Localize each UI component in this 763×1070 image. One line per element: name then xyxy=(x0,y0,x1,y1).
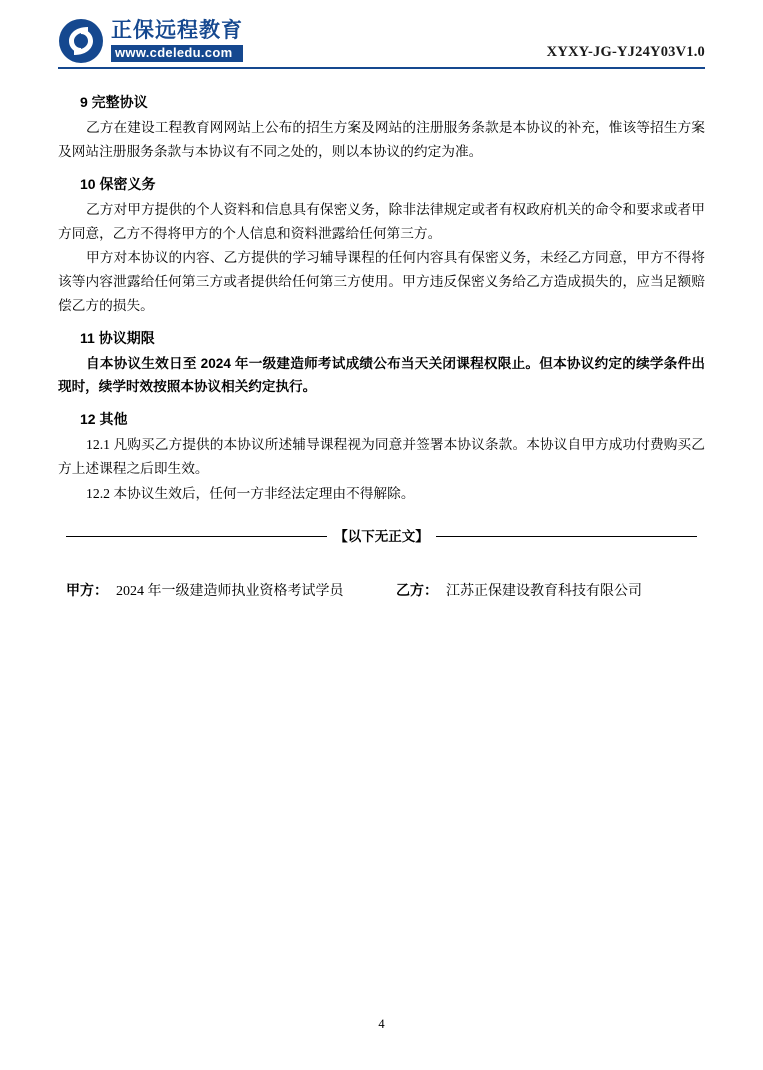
no-text-below-divider xyxy=(58,525,705,548)
divider-line-right xyxy=(436,536,697,537)
section-10-paragraph-2: 甲方对本协议的内容、乙方提供的学习辅导课程的任何内容具有保密义务，未经乙方同意，甲方不得将该等内容泄露给任何第三方或者提供给任何第三方使用。甲方违反保密义务给乙方造成损失的，应当足额赔偿乙方的损失。 xyxy=(58,250,705,313)
signature-party-b xyxy=(396,578,642,604)
brand-url: www.cdeledu.com xyxy=(111,45,243,62)
party-b-value: 江苏正保建设教育科技有限公司 xyxy=(446,584,642,600)
section-heading-12: 12 其他 xyxy=(80,411,128,428)
document-body xyxy=(58,69,705,604)
divider-label: 【以下无正文】 xyxy=(334,529,429,545)
section-heading-9: 9 完整协议 xyxy=(80,94,148,110)
swirl-logo-icon xyxy=(58,18,104,64)
brand-logo xyxy=(58,18,243,64)
section-12-paragraph-2: 12.2 本协议生效后，任何一方非经法定理由不得解除。 xyxy=(86,485,415,501)
divider-line-left xyxy=(66,536,327,537)
page-footer xyxy=(0,1017,763,1032)
document-code: XYXY-JG-YJ24Y03V1.0 xyxy=(546,44,705,60)
brand-title: 正保远程教育 xyxy=(111,19,243,43)
party-a-label: 甲方： xyxy=(66,582,108,599)
signature-row xyxy=(58,578,705,604)
section-10-paragraph-1: 乙方对甲方提供的个人资料和信息具有保密义务，除非法律规定或者有权政府机关的命令和要求或者甲方同意，乙方不得将甲方的个人信息和资料泄露给任何第三方。 xyxy=(58,202,705,241)
brand-text xyxy=(111,20,243,62)
section-11-paragraph-1: 自本协议生效日至 2024 年一级建造师考试成绩公布当天关闭课程权限止。但本协议约定的续学条件出现时，续学时效按照本协议相关约定执行。 xyxy=(58,356,705,395)
section-9-paragraph-1: 乙方在建设工程教育网网站上公布的招生方案及网站的注册服务条款是本协议的补充，惟该等招生方案及网站注册服务条款与本协议有不同之处的，则以本协议的约定为准。 xyxy=(58,120,705,159)
party-b-label: 乙方： xyxy=(396,582,438,599)
section-heading-10: 10 保密义务 xyxy=(80,176,156,193)
page-number: 4 xyxy=(378,1017,385,1031)
section-12-paragraph-1: 12.1 凡购买乙方提供的本协议所述辅导课程视为同意并签署本协议条款。本协议自甲方成功付费购买乙方上述课程之后即生效。 xyxy=(58,437,705,477)
signature-party-a xyxy=(66,578,396,604)
party-a-value: 2024 年一级建造师执业资格考试学员 xyxy=(116,584,344,600)
page-header xyxy=(58,0,705,69)
section-heading-11: 11 协议期限 xyxy=(80,330,155,347)
